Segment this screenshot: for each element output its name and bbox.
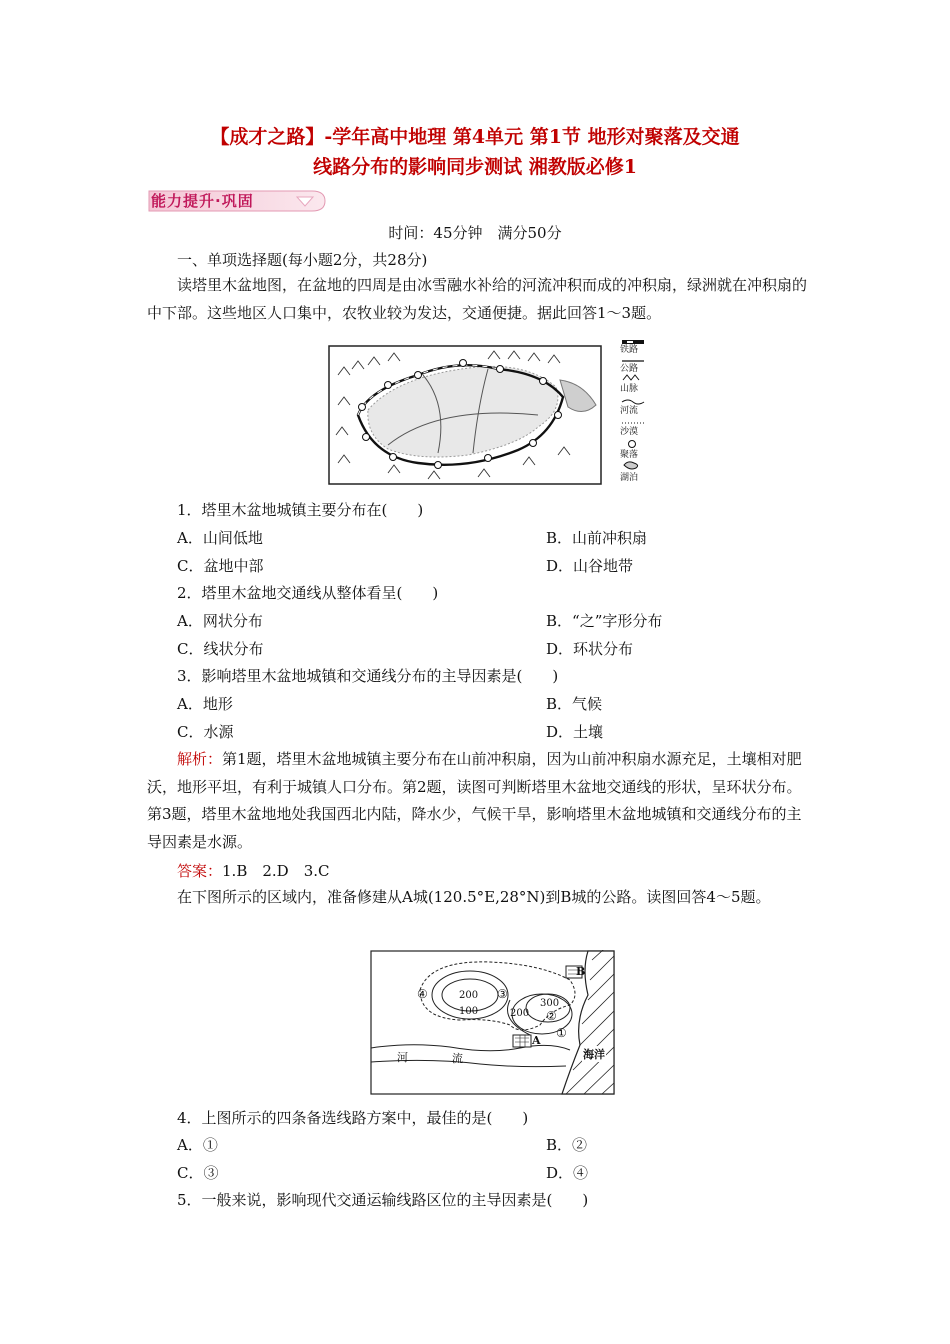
q3-option-b: B．气候 [546,695,603,713]
document-title [0,122,950,182]
sea-label: 海洋 [583,1048,605,1061]
q4-option-c: C．③ [177,1164,219,1182]
title-line-2: 线路分布的影响同步测试 湘教版必修1 [313,156,637,178]
banner-label: 能力提升·巩固 [151,192,254,210]
answer-text: 1.B 2.D 3.C [222,862,330,880]
q4-option-b: B．② [546,1136,588,1154]
question-5-stem: 5．一般来说，影响现代交通运输线路区位的主导因素是( ) [177,1191,589,1209]
legend-mountain: 山脉 [620,384,639,394]
river-label-1: 河 [397,1051,408,1064]
analysis-text: 第1题，塔里木盆地城镇主要分布在山前冲积扇，因为山前冲积扇水源充足，土壤相对肥沃，地形平坦，有利于城镇人口分布。第2题，读图可判断塔里木盆地交通线的形状，呈环状分布。第3题，塔里木盆地地处我国西北内陆，降水少，气候干旱，影响塔里木盆地城镇和交通线分布的主导因素是水源。 [147,750,802,851]
map-legend [618,340,658,490]
q1-option-a: A．山间低地 [177,529,263,547]
river-label-2: 流 [452,1052,463,1065]
q3-option-a: A．地形 [177,695,233,713]
legend-road: 公路 [620,364,639,374]
route-label-2: ② [546,1009,557,1023]
contour-label-200-left: 200 [459,990,479,1001]
question-3-stem: 3．影响塔里木盆地城镇和交通线分布的主导因素是( ) [177,667,559,685]
q2-option-d: D．环状分布 [546,640,634,658]
title-line-1: 【成才之路】-学年高中地理 第4单元 第1节 地形对聚落及交通 [210,126,740,148]
route-label-1: ① [556,1026,567,1040]
city-a-label: A [532,1034,541,1047]
q1-option-c: C．盆地中部 [177,557,264,575]
q1-option-b: B．山前冲积扇 [546,529,648,547]
question-4-stem: 4．上图所示的四条备选线路方案中，最佳的是( ) [177,1109,529,1127]
legend-river: 河流 [620,406,639,416]
q3-option-c: C．水源 [177,723,234,741]
answer-line [177,861,329,881]
q4-option-d: D．④ [546,1164,589,1182]
intro-paragraph-2: 在下图所示的区域内，准备修建从A城(120.5°E,28°N)到B城的公路。读图回答4～5题。 [177,888,771,906]
contour-map [370,950,615,1095]
answer-label: 答案： [177,862,223,880]
legend-settlement: 聚落 [620,450,639,460]
question-2-stem: 2．塔里木盆地交通线从整体看呈( ) [177,584,439,602]
tarim-basin-map [328,345,603,485]
contour-label-200-right: 200 [510,1008,530,1019]
city-b-label: B [576,965,586,978]
contour-label-100: 100 [459,1006,479,1017]
section-banner [147,188,327,214]
analysis-paragraph [147,746,807,856]
section-heading: 一、单项选择题(每小题2分，共28分) [177,251,428,269]
route-label-4: ④ [417,987,428,1001]
contour-label-300: 300 [540,998,560,1009]
question-1-stem: 1．塔里木盆地城镇主要分布在( ) [177,501,424,519]
legend-lake: 湖泊 [620,473,639,483]
q1-option-d: D．山谷地带 [546,557,634,575]
q2-option-a: A．网状分布 [177,612,263,630]
q3-option-d: D．土壤 [546,723,604,741]
intro-paragraph-1: 读塔里木盆地图，在盆地的四周是由冰雪融水补给的河流冲积而成的冲积扇，绿洲就在冲积扇的中下部。这些地区人口集中，农牧业较为发达，交通便捷。据此回答1～3题。 [147,276,808,322]
analysis-label: 解析： [177,750,223,768]
q2-option-c: C．线状分布 [177,640,264,658]
q2-option-b: B．“之”字形分布 [546,612,663,630]
route-label-3: ③ [497,987,508,1001]
time-info: 时间：45分钟 满分50分 [388,224,562,242]
legend-desert: 沙漠 [620,427,639,437]
q4-option-a: A．① [177,1136,218,1154]
legend-railway: 铁路 [620,345,639,355]
